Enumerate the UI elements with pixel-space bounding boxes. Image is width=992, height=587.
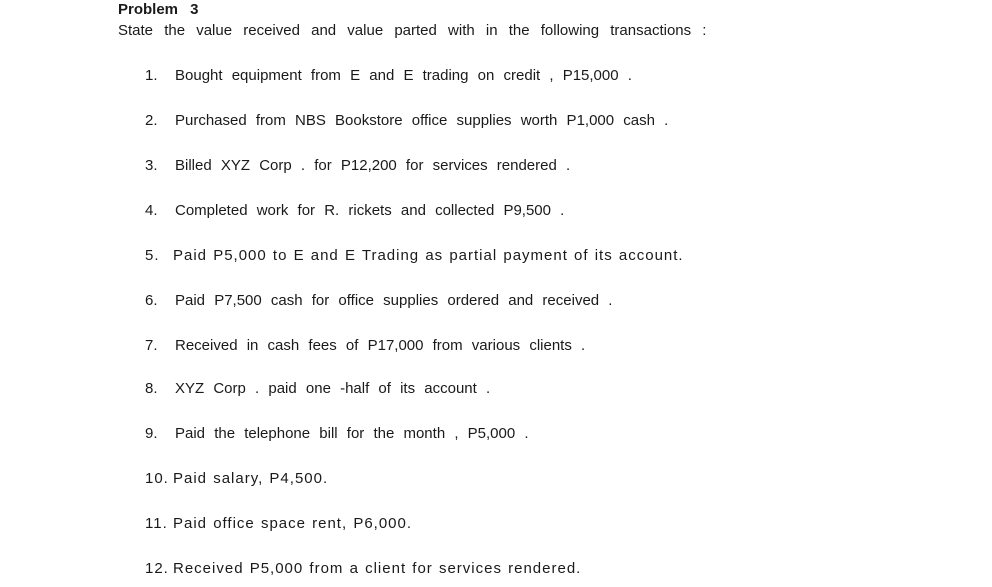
transaction-item (145, 337, 585, 354)
item-number: 6. (145, 292, 158, 309)
item-number: 4. (145, 202, 158, 219)
item-number: 2. (145, 112, 158, 129)
item-number: 8. (145, 380, 158, 397)
problem-instruction: State the value received and value parted with in the following transactions : (118, 22, 707, 39)
transaction-item (145, 380, 490, 397)
problem-title: Problem 3 (118, 1, 199, 18)
item-text: Paid P7,500 cash for office supplies ordered and received . (175, 292, 613, 309)
item-text: Bought equipment from E and E trading on credit , P15,000 . (175, 67, 632, 84)
item-text: Paid office space rent, P6,000. (173, 515, 413, 532)
item-text: Purchased from NBS Bookstore office supplies worth P1,000 cash . (175, 112, 669, 129)
transaction-item (145, 470, 328, 487)
transaction-item (145, 560, 581, 577)
item-number: 11. (145, 515, 168, 532)
item-number: 7. (145, 337, 158, 354)
transaction-item (145, 112, 668, 129)
item-text: Completed work for R. rickets and collected P9,500 . (175, 202, 565, 219)
item-text: Received in cash fees of P17,000 from various clients . (175, 337, 586, 354)
transaction-item (145, 67, 632, 84)
item-text: Received P5,000 from a client for services rendered. (173, 560, 582, 577)
item-text: Paid the telephone bill for the month , P5,000 . (175, 425, 529, 442)
item-number: 9. (145, 425, 158, 442)
transaction-item (145, 202, 564, 219)
item-number: 1. (145, 67, 158, 84)
transaction-item (145, 515, 412, 532)
transaction-item (145, 247, 684, 264)
item-number: 5. (145, 247, 160, 264)
item-text: XYZ Corp . paid one -half of its account . (175, 380, 491, 397)
item-text: Paid P5,000 to E and E Trading as partial payment of its account. (173, 247, 684, 264)
item-number: 10. (145, 470, 169, 487)
item-text: Paid salary, P4,500. (173, 470, 329, 487)
transaction-item (145, 157, 570, 174)
item-number: 12. (145, 560, 169, 577)
transaction-item (145, 292, 612, 309)
item-text: Billed XYZ Corp . for P12,200 for services rendered . (175, 157, 571, 174)
item-number: 3. (145, 157, 158, 174)
transaction-item (145, 425, 529, 442)
